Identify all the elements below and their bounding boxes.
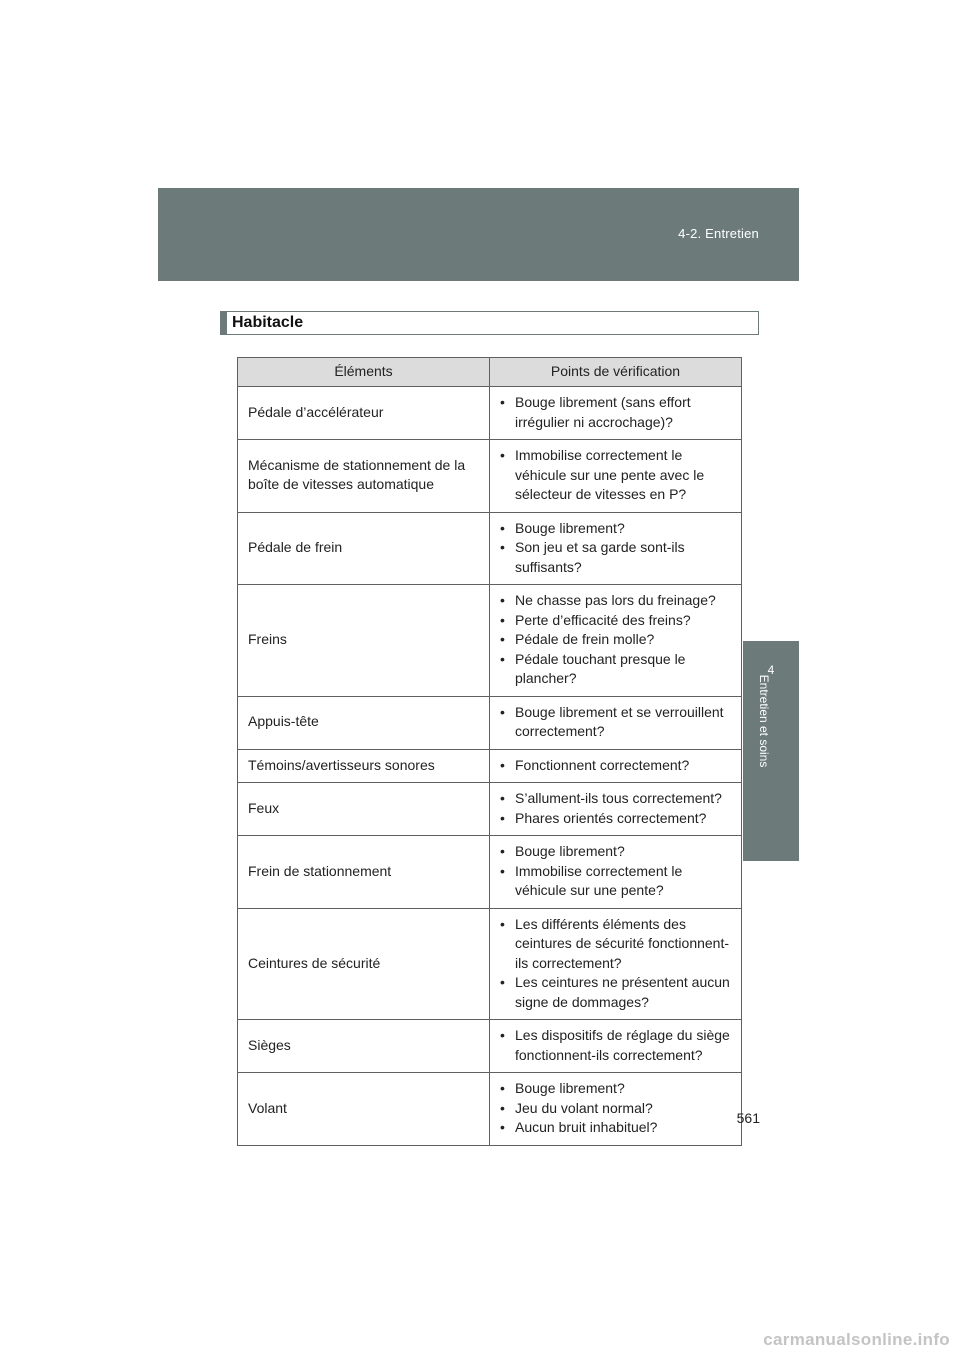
- check-points-cell: [490, 836, 742, 909]
- table-row: [238, 1073, 742, 1146]
- check-point: • Bouge librement?: [500, 1079, 737, 1099]
- column-header-items: Éléments: [238, 358, 490, 387]
- check-point: • Bouge librement?: [500, 519, 737, 539]
- item-cell: Témoins/avertisseurs sonores: [238, 749, 490, 783]
- check-point: • Perte d’efficacité des freins?: [500, 611, 737, 631]
- check-points-list: [500, 915, 737, 1013]
- check-points-cell: [490, 908, 742, 1020]
- check-points-cell: [490, 783, 742, 836]
- item-cell: Feux: [238, 783, 490, 836]
- check-points-cell: [490, 440, 742, 513]
- table-row: [238, 585, 742, 697]
- table-row: [238, 1020, 742, 1073]
- check-point: • S’allument-ils tous correctement?: [500, 789, 737, 809]
- table-row: [238, 512, 742, 585]
- check-point: • Fonctionnent correctement?: [500, 756, 737, 776]
- item-cell: Ceintures de sécurité: [238, 908, 490, 1020]
- checklist-table: [237, 357, 742, 1146]
- table-row: [238, 696, 742, 749]
- table-row: [238, 749, 742, 783]
- check-points-list: [500, 842, 737, 901]
- check-point: • Son jeu et sa garde sont-ils suffisants?: [500, 538, 737, 577]
- page-number: 561: [736, 1110, 760, 1126]
- item-cell: Appuis-tête: [238, 696, 490, 749]
- check-point: • Ne chasse pas lors du freinage?: [500, 591, 737, 611]
- header-band: [158, 188, 799, 281]
- check-point: • Immobilise correctement le véhicule sur une pente?: [500, 862, 737, 901]
- check-points-list: [500, 393, 737, 432]
- chapter-title: Entretien et soins: [757, 674, 771, 768]
- check-point: • Bouge librement (sans effort irrégulier ni accrochage)?: [500, 393, 737, 432]
- check-point: • Bouge librement?: [500, 842, 737, 862]
- check-points-list: [500, 756, 737, 776]
- check-point: • Jeu du volant normal?: [500, 1099, 737, 1119]
- item-cell: Volant: [238, 1073, 490, 1146]
- check-points-list: [500, 519, 737, 578]
- section-label: 4-2. Entretien: [678, 226, 759, 241]
- check-points-list: [500, 789, 737, 828]
- check-point: • Immobilise correctement le véhicule sur une pente avec le sélecteur de vitesses en P?: [500, 446, 737, 505]
- check-points-list: [500, 1079, 737, 1138]
- chapter-tab: [743, 641, 799, 861]
- column-header-points: Points de vérification: [490, 358, 742, 387]
- chapter-number: 4: [767, 663, 775, 677]
- item-cell: Sièges: [238, 1020, 490, 1073]
- item-cell: Freins: [238, 585, 490, 697]
- item-cell: Pédale d’accélérateur: [238, 387, 490, 440]
- check-point: • Les dispositifs de réglage du siège fonctionnent-ils correctement?: [500, 1026, 737, 1065]
- check-points-cell: [490, 585, 742, 697]
- check-point: • Les ceintures ne présentent aucun signe de dommages?: [500, 973, 737, 1012]
- check-points-cell: [490, 387, 742, 440]
- table-row: [238, 783, 742, 836]
- check-points-cell: [490, 696, 742, 749]
- item-cell: Frein de stationnement: [238, 836, 490, 909]
- table-row: [238, 836, 742, 909]
- check-points-list: [500, 446, 737, 505]
- item-cell: Mécanisme de stationnement de la boîte de vitesses automatique: [238, 440, 490, 513]
- section-title: Habitacle: [232, 314, 304, 331]
- check-points-cell: [490, 749, 742, 783]
- check-point: • Pédale de frein molle?: [500, 630, 737, 650]
- check-points-cell: [490, 1073, 742, 1146]
- table-row: [238, 440, 742, 513]
- check-point: • Les différents éléments des ceintures de sécurité fonctionnent-ils correctement?: [500, 915, 737, 974]
- table-body: [238, 387, 742, 1146]
- table-row: [238, 908, 742, 1020]
- check-point: • Phares orientés correctement?: [500, 809, 737, 829]
- watermark: carmanualsonline.info: [763, 1330, 950, 1349]
- section-heading-bar: [221, 312, 227, 334]
- check-point: • Aucun bruit inhabituel?: [500, 1118, 737, 1138]
- item-cell: Pédale de frein: [238, 512, 490, 585]
- check-points-list: [500, 591, 737, 689]
- section-heading: [220, 311, 759, 335]
- check-points-cell: [490, 512, 742, 585]
- check-point: • Pédale touchant presque le plancher?: [500, 650, 737, 689]
- check-points-list: [500, 1026, 737, 1065]
- table-header-row: [238, 358, 742, 387]
- check-points-cell: [490, 1020, 742, 1073]
- check-points-list: [500, 703, 737, 742]
- table-row: [238, 387, 742, 440]
- check-point: • Bouge librement et se verrouillent correctement?: [500, 703, 737, 742]
